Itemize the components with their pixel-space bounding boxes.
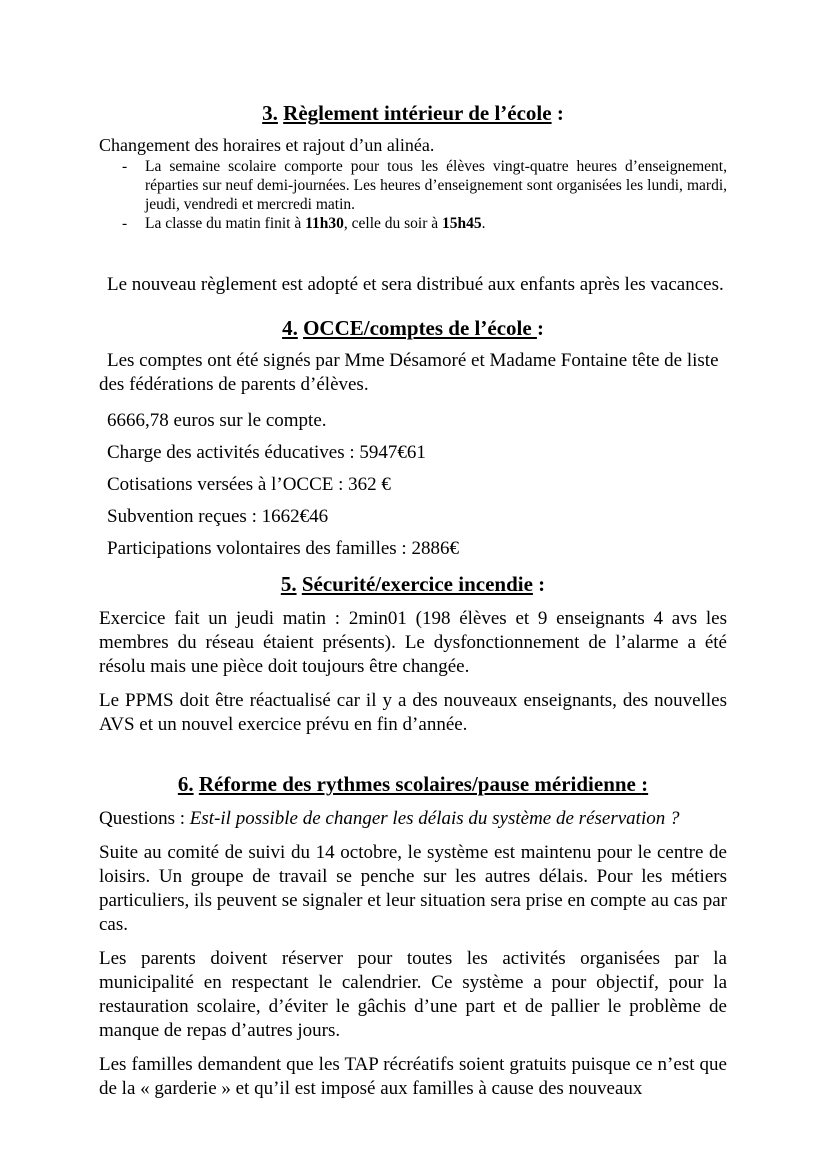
- spacer: [99, 597, 727, 607]
- occe-figure-subvention: [99, 505, 727, 529]
- list-item-text-part: La classe du matin finit à: [145, 215, 306, 232]
- figure-text: Participations volontaires des familles : 2886€: [107, 538, 459, 559]
- section-colon-5: :: [532, 572, 546, 596]
- rythmes-paragraph-1: Suite au comité de suivi du 14 octobre, le système est maintenu pour le centre de loisirs. Un groupe de travail se penche sur les autres délais. Pour les métiers particuliers, ils peuvent se signaler et leur situation sera prise en compte au cas par cas.: [99, 842, 727, 935]
- figure-text: Cotisations versées à l’OCCE : 362 €: [107, 474, 391, 495]
- spacer: [99, 561, 727, 571]
- occe-figure-balance: [99, 409, 727, 433]
- reglement-bullet-list: [99, 157, 727, 233]
- occe-intro-text: Les comptes ont été signés par Mme Désamoré et Madame Fontaine tête de liste des fédérations de parents d’élèves.: [99, 350, 719, 395]
- dash-marker-icon: -: [122, 158, 128, 175]
- section-number-6: 6.: [177, 772, 194, 796]
- securite-paragraph-1: Exercice fait un jeudi matin : 2min01 (198 élèves et 9 enseignants 4 avs les membres du réseau étaient présents). Le dysfonctionnement de l’alarme a été résolu mais une pièce doit toujours être changée.: [99, 608, 727, 677]
- spacer: [99, 1043, 727, 1053]
- spacer: [99, 341, 727, 349]
- list-item-text: La semaine scolaire comporte pour tous les élèves vingt-quatre heures d’enseignement, réparties sur neuf demi-journées. Les heures d’enseignement sont organisées les lundi, mardi, jeudi, vendredi et mercredi matin.: [145, 158, 727, 213]
- section-colon-6: :: [641, 772, 649, 796]
- spacer: [99, 297, 727, 315]
- reglement-intro-paragraph: Changement des horaires et rajout d’un alinéa.: [99, 135, 435, 155]
- spacer: [99, 465, 727, 473]
- section-colon-3: :: [551, 101, 564, 125]
- spacer: [99, 126, 727, 134]
- spacer: [99, 831, 727, 841]
- list-item-bold-time-afternoon: 15h45: [442, 215, 482, 232]
- rythmes-paragraph-2: Les parents doivent réserver pour toutes les activités organisées par la municipalité en respectant le calendrier. Ce système a pour objectif, pour la restauration scolaire, d’éviter le gâchis d’une part et de pallier le problème de manque de repas d’autres jours.: [99, 948, 727, 1041]
- figure-text: Subvention reçues : 1662€46: [107, 506, 329, 527]
- section-heading-rythmes: [99, 771, 727, 797]
- spacer: [99, 797, 727, 807]
- securite-paragraph-2: Le PPMS doit être réactualisé car il y a des nouveaux enseignants, des nouvelles AVS et un nouvel exercice prévu en fin d’année.: [99, 690, 727, 735]
- question-label: Questions :: [99, 808, 190, 829]
- figure-text: Charge des activités éducatives : 5947€61: [107, 442, 426, 463]
- section-colon-4: :: [536, 316, 544, 340]
- occe-figure-participations: [99, 537, 727, 561]
- document-body: [99, 0, 727, 1101]
- spacer: [99, 737, 727, 771]
- section-heading-reglement: [99, 100, 727, 126]
- section-title-6: Réforme des rythmes scolaires/pause méridienne: [198, 772, 642, 796]
- spacer: [99, 433, 727, 441]
- section-number-3: 3.: [262, 101, 278, 125]
- list-item: [99, 157, 727, 214]
- section-heading-occe: [99, 315, 727, 341]
- reglement-closing-text: Le nouveau règlement est adopté et sera distribué aux enfants après les vacances.: [107, 274, 724, 295]
- section-title-5: Sécurité/exercice incendie: [301, 572, 533, 596]
- list-item-bold-time-morning: 11h30: [305, 215, 344, 232]
- spacer: [99, 679, 727, 689]
- list-item-text-part: , celle du soir à: [343, 215, 443, 232]
- section-heading-securite: [99, 571, 727, 597]
- reglement-closing-paragraph: [99, 273, 727, 297]
- list-item: [99, 214, 727, 233]
- spacer: [99, 233, 727, 273]
- section-number-4: 4.: [282, 316, 298, 340]
- section-number-5: 5.: [280, 572, 297, 596]
- occe-figure-cotisations: [99, 473, 727, 497]
- occe-intro-paragraph: [99, 349, 727, 397]
- spacer: [99, 497, 727, 505]
- rythmes-paragraph-3: Les familles demandent que les TAP récréatifs soient gratuits puisque ce n’est que de la « garderie » et qu’il est imposé aux familles à cause des nouveaux: [99, 1054, 727, 1099]
- section-title-4: OCCE/comptes de l’école: [303, 316, 537, 340]
- figure-text: 6666,78 euros sur le compte.: [107, 410, 327, 431]
- top-margin-spacer: [99, 0, 727, 100]
- spacer: [99, 937, 727, 947]
- dash-marker-icon: -: [122, 215, 128, 232]
- spacer: [99, 397, 727, 409]
- section-title-3: Règlement intérieur de l’école: [283, 101, 552, 125]
- occe-figure-charges: [99, 441, 727, 465]
- spacer: [99, 529, 727, 537]
- question-text: Est-il possible de changer les délais du système de réservation ?: [189, 808, 680, 829]
- rythmes-question-line: [99, 807, 727, 831]
- list-item-text-part: .: [481, 215, 486, 232]
